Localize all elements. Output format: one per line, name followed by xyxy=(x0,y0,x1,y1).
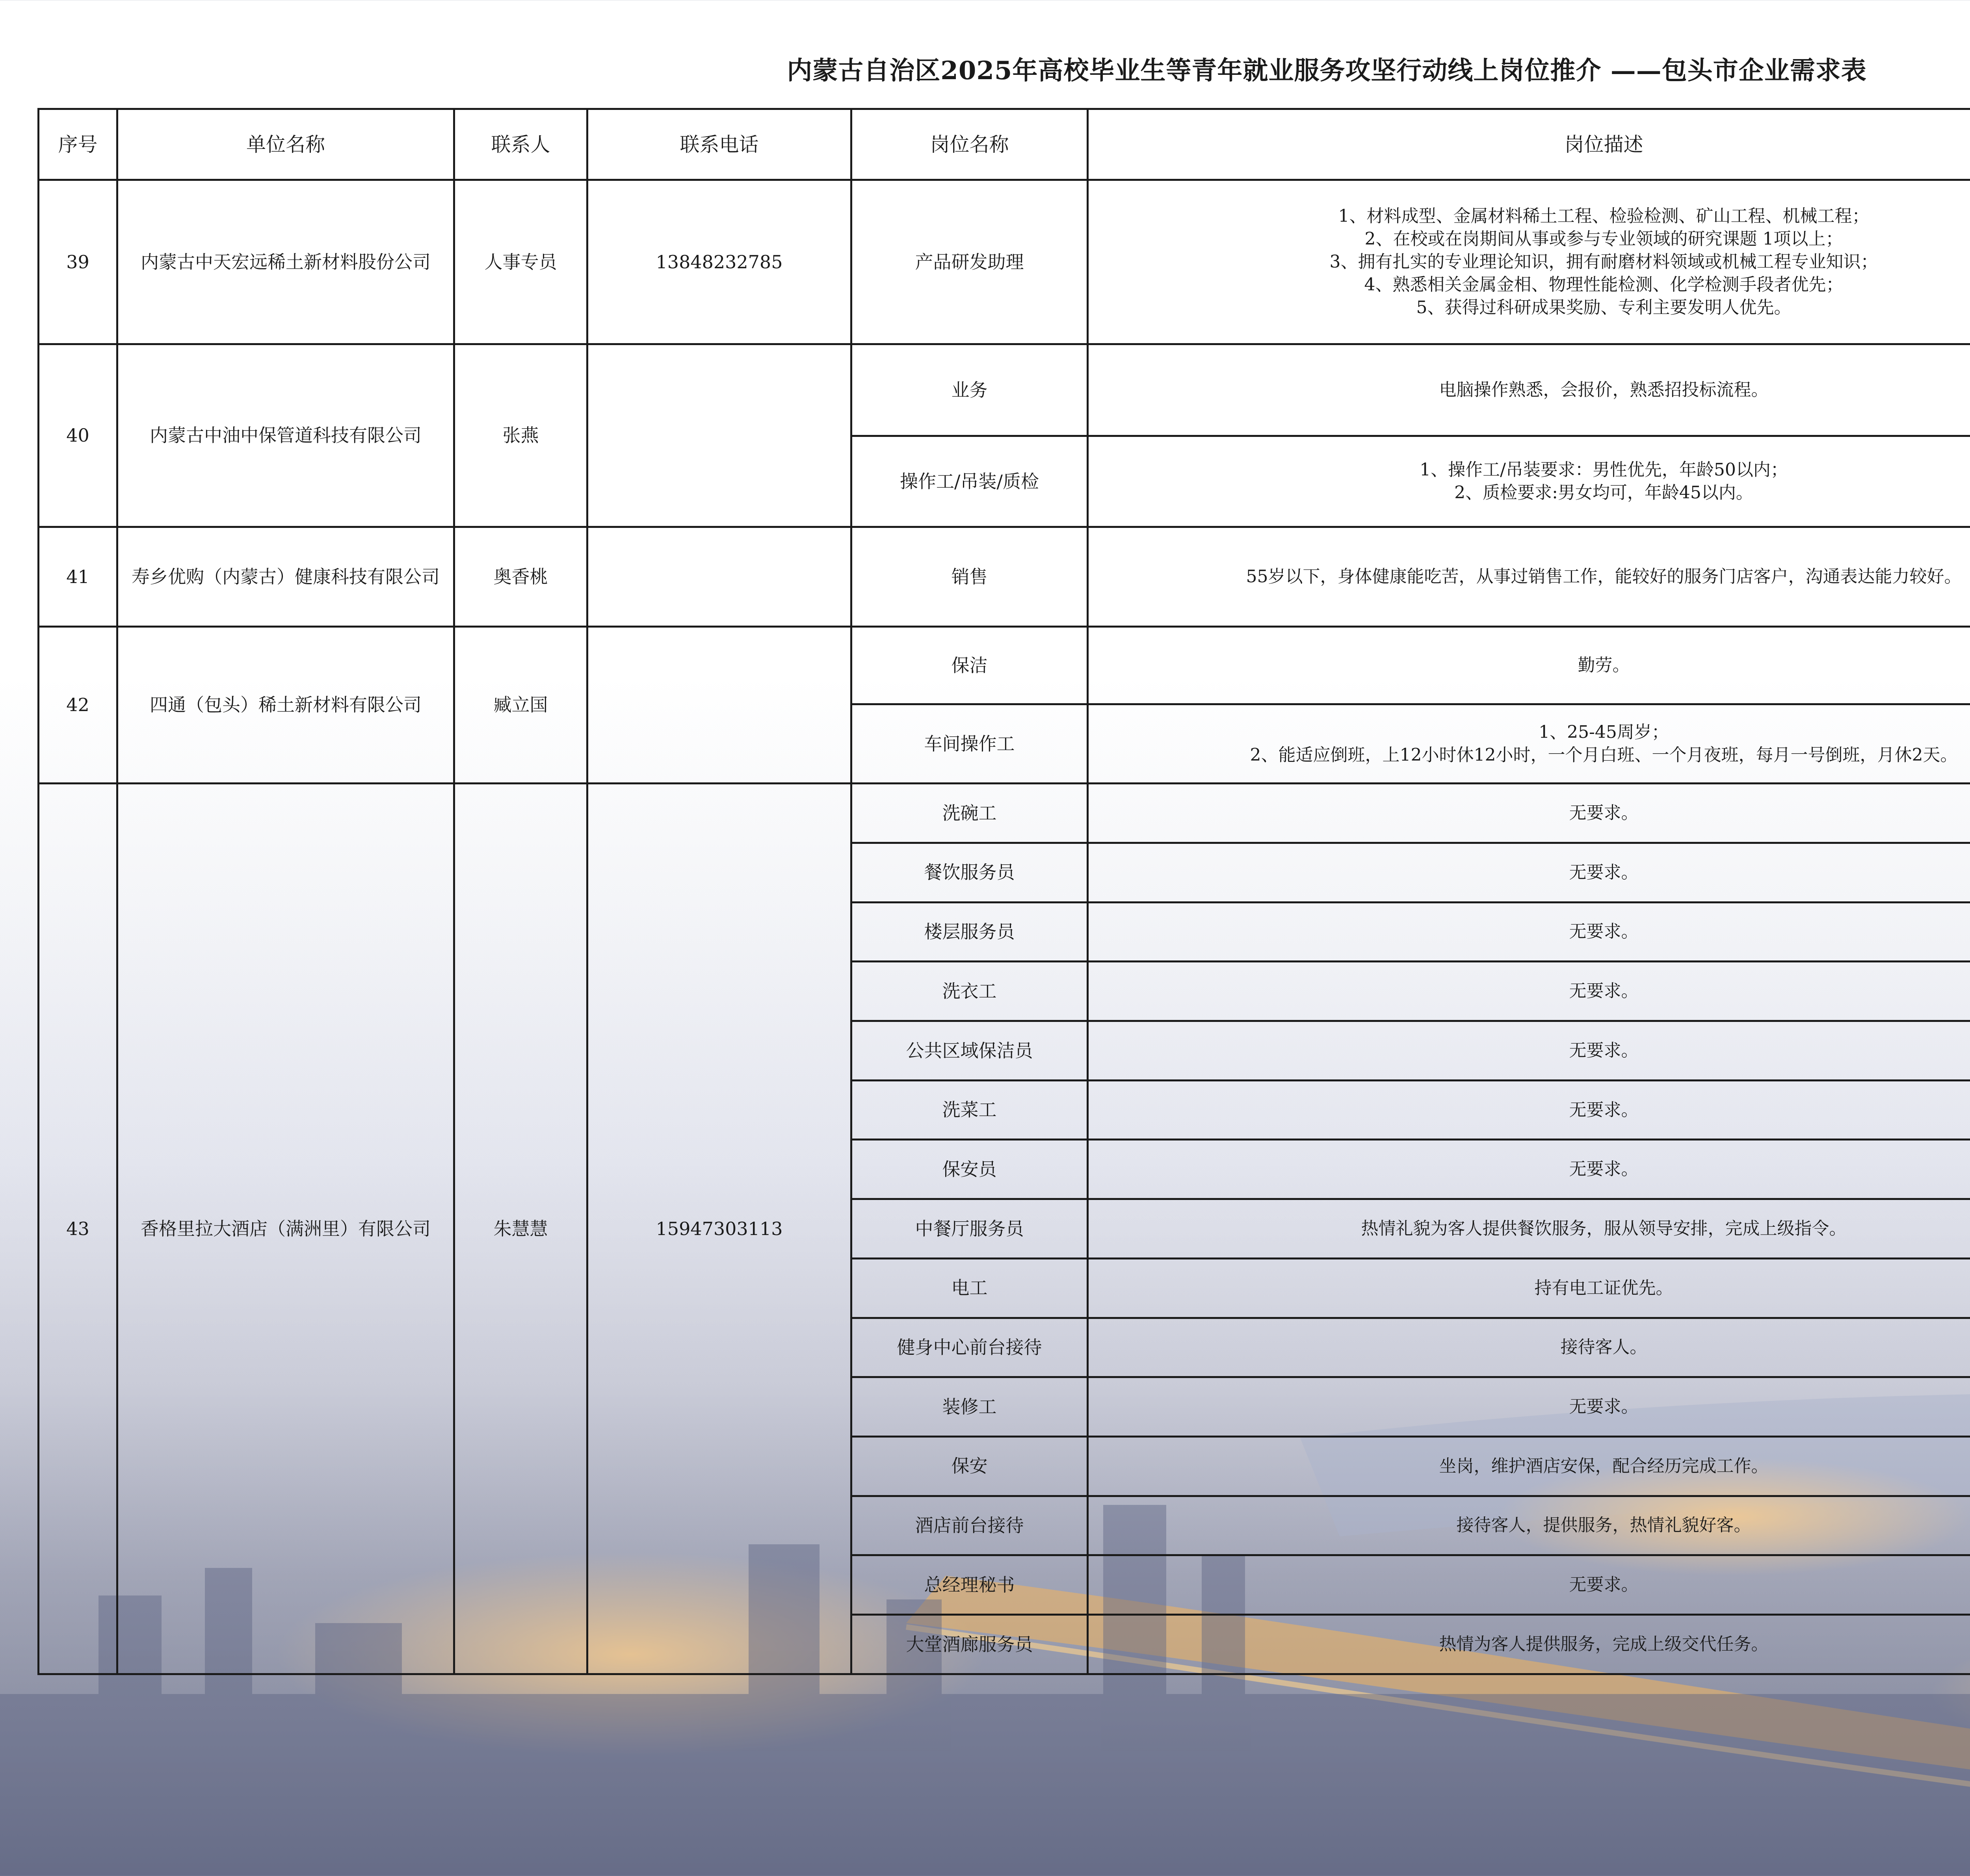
job-title: 公共区域保洁员 xyxy=(851,1021,1088,1081)
contact-person: 臧立国 xyxy=(454,627,587,784)
table-row xyxy=(39,344,1970,436)
job-description: 勤劳。 xyxy=(1088,627,1970,704)
job-title: 产品研发助理 xyxy=(851,180,1088,344)
contact-person: 人事专员 xyxy=(454,180,587,344)
contact-person: 朱慧慧 xyxy=(454,784,587,1674)
job-description: 无要求。 xyxy=(1088,902,1970,962)
header-job-desc: 岗位描述 xyxy=(1088,109,1970,180)
job-description: 电脑操作熟悉，会报价，熟悉招投标流程。 xyxy=(1088,344,1970,436)
job-description: 接待客人。 xyxy=(1088,1318,1970,1377)
job-title: 洗碗工 xyxy=(851,784,1088,843)
job-description: 无要求。 xyxy=(1088,784,1970,843)
contact-person: 张燕 xyxy=(454,344,587,527)
company-number: 39 xyxy=(39,180,117,344)
job-description: 无要求。 xyxy=(1088,843,1970,902)
job-title: 健身中心前台接待 xyxy=(851,1318,1088,1377)
job-description: 无要求。 xyxy=(1088,1021,1970,1081)
job-description: 持有电工证优先。 xyxy=(1088,1258,1970,1318)
company-name: 四通（包头）稀土新材料有限公司 xyxy=(117,627,454,784)
contact-person: 奥香桃 xyxy=(454,527,587,627)
job-description: 坐岗，维护酒店安保，配合经历完成工作。 xyxy=(1088,1436,1970,1496)
page-title: 内蒙古自治区2025年高校毕业生等青年就业服务攻坚行动线上岗位推介 ——包头市企业需求表 xyxy=(787,56,1867,85)
company-number: 42 xyxy=(39,627,117,784)
job-title: 业务 xyxy=(851,344,1088,436)
job-title: 装修工 xyxy=(851,1377,1088,1437)
job-description: 1、25-45周岁； 2、能适应倒班，上12小时休12小时，一个月白班、一个月夜班，每月一号倒班，月休2天。 xyxy=(1088,704,1970,784)
job-description: 接待客人，提供服务，热情礼貌好客。 xyxy=(1088,1496,1970,1555)
job-description: 55岁以下，身体健康能吃苦，从事过销售工作，能较好的服务门店客户，沟通表达能力较好。 xyxy=(1088,527,1970,627)
company-name: 香格里拉大酒店（满洲里）有限公司 xyxy=(117,784,454,1674)
table-row xyxy=(39,627,1970,704)
job-title: 销售 xyxy=(851,527,1088,627)
contact-phone: 15947303113 xyxy=(587,784,851,1674)
company-name: 寿乡优购（内蒙古）健康科技有限公司 xyxy=(117,527,454,627)
company-name: 内蒙古中天宏远稀土新材料股份公司 xyxy=(117,180,454,344)
job-title: 楼层服务员 xyxy=(851,902,1088,962)
job-description: 无要求。 xyxy=(1088,962,1970,1021)
header-company: 单位名称 xyxy=(117,109,454,180)
job-description: 热情为客人提供服务，完成上级交代任务。 xyxy=(1088,1615,1970,1674)
company-name: 内蒙古中油中保管道科技有限公司 xyxy=(117,344,454,527)
job-title: 电工 xyxy=(851,1258,1088,1318)
job-description: 热情礼貌为客人提供餐饮服务，服从领导安排，完成上级指令。 xyxy=(1088,1199,1970,1259)
company-number: 40 xyxy=(39,344,117,527)
header-job-title: 岗位名称 xyxy=(851,109,1088,180)
contact-phone xyxy=(587,344,851,527)
job-title: 酒店前台接待 xyxy=(851,1496,1088,1555)
job-title: 洗衣工 xyxy=(851,962,1088,1021)
job-title: 中餐厅服务员 xyxy=(851,1199,1088,1259)
header-no: 序号 xyxy=(39,109,117,180)
job-title: 保安员 xyxy=(851,1140,1088,1199)
job-title: 操作工/吊装/质检 xyxy=(851,436,1088,527)
job-title: 车间操作工 xyxy=(851,704,1088,784)
job-requirements-table xyxy=(37,108,1970,1675)
job-title: 大堂酒廊服务员 xyxy=(851,1615,1088,1674)
job-title: 保安 xyxy=(851,1436,1088,1496)
job-description: 无要求。 xyxy=(1088,1555,1970,1615)
contact-phone xyxy=(587,627,851,784)
header-contact: 联系人 xyxy=(454,109,587,180)
job-title: 总经理秘书 xyxy=(851,1555,1088,1615)
table-row xyxy=(39,784,1970,843)
job-title: 保洁 xyxy=(851,627,1088,704)
company-number: 41 xyxy=(39,527,117,627)
job-title: 洗菜工 xyxy=(851,1080,1088,1140)
table-body xyxy=(39,180,1970,1674)
job-description: 无要求。 xyxy=(1088,1080,1970,1140)
job-description: 1、材料成型、金属材料稀土工程、检验检测、矿山工程、机械工程； 2、在校或在岗期间从事或参与专业领域的研究课题 1项以上； 3、拥有扎实的专业理论知识，拥有耐磨材料领域或机械工程专业知识； 4、熟悉相关金属金相、物理性能检测、化学检测手段者优先； 5、获得过科研成果奖励、专利主要发明人优先。 xyxy=(1088,180,1970,344)
header-phone: 联系电话 xyxy=(587,109,851,180)
table-row xyxy=(39,527,1970,627)
job-description: 1、操作工/吊装要求：男性优先，年龄50以内； 2、质检要求:男女均可，年龄45以内。 xyxy=(1088,436,1970,527)
table-row xyxy=(39,180,1970,344)
table-header-row xyxy=(39,109,1970,180)
job-description: 无要求。 xyxy=(1088,1377,1970,1437)
job-description: 无要求。 xyxy=(1088,1140,1970,1199)
company-number: 43 xyxy=(39,784,117,1674)
contact-phone: 13848232785 xyxy=(587,180,851,344)
job-title: 餐饮服务员 xyxy=(851,843,1088,902)
contact-phone xyxy=(587,527,851,627)
